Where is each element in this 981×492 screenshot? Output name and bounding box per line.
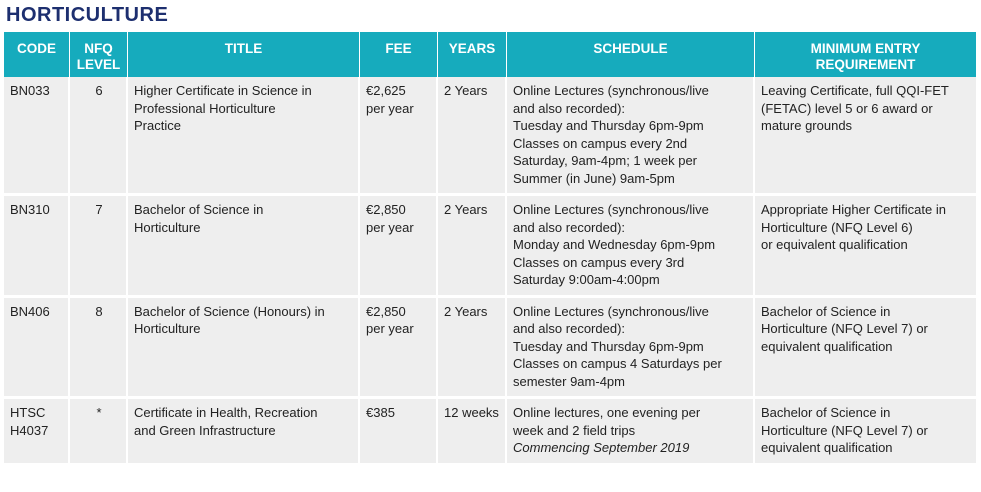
cell-code: BN033 <box>4 77 70 196</box>
cell-fee: €385 <box>360 399 438 466</box>
schedule-note: Commencing September 2019 <box>513 440 690 455</box>
cell-nfq: 8 <box>70 298 128 400</box>
cell-fee: €2,850 per year <box>360 298 438 400</box>
cell-years: 2 Years <box>438 196 507 298</box>
header-schedule: SCHEDULE <box>507 32 755 77</box>
cell-title: Bachelor of Science (Honours) in Horticulture <box>128 298 360 400</box>
cell-nfq: 7 <box>70 196 128 298</box>
cell-code: BN406 <box>4 298 70 400</box>
header-fee: FEE <box>360 32 438 77</box>
cell-years: 12 weeks <box>438 399 507 466</box>
header-code: CODE <box>4 32 70 77</box>
cell-entry: Bachelor of Science in Horticulture (NFQ Level 7) or equivalent qualification <box>755 399 976 466</box>
table-row <box>4 77 976 196</box>
cell-entry: Appropriate Higher Certificate in Horticulture (NFQ Level 6) or equivalent qualification <box>755 196 976 298</box>
cell-fee: €2,625 per year <box>360 77 438 196</box>
cell-title: Higher Certificate in Science in Professional Horticulture Practice <box>128 77 360 196</box>
table-row <box>4 196 976 298</box>
cell-schedule: Online lectures, one evening per week and 2 field trips Commencing September 2019 <box>507 399 755 466</box>
section-title: HORTICULTURE <box>6 4 169 26</box>
cell-years: 2 Years <box>438 298 507 400</box>
cell-schedule: Online Lectures (synchronous/live and also recorded): Monday and Wednesday 6pm-9pm Classes on campus every 3rd Saturday 9:00am-4:00pm <box>507 196 755 298</box>
cell-entry: Bachelor of Science in Horticulture (NFQ Level 7) or equivalent qualification <box>755 298 976 400</box>
header-title: TITLE <box>128 32 360 77</box>
cell-entry: Leaving Certificate, full QQI-FET (FETAC) level 5 or 6 award or mature grounds <box>755 77 976 196</box>
header-nfq-level: NFQ LEVEL <box>70 32 128 77</box>
cell-code: HTSC H4037 <box>4 399 70 466</box>
cell-years: 2 Years <box>438 77 507 196</box>
table-row <box>4 298 976 400</box>
cell-title: Certificate in Health, Recreation and Green Infrastructure <box>128 399 360 466</box>
cell-code: BN310 <box>4 196 70 298</box>
courses-table <box>4 32 976 466</box>
cell-nfq: 6 <box>70 77 128 196</box>
table-header-row <box>4 32 976 77</box>
table-row <box>4 399 976 466</box>
cell-nfq: * <box>70 399 128 466</box>
cell-schedule: Online Lectures (synchronous/live and also recorded): Tuesday and Thursday 6pm-9pm Classes on campus every 2nd Saturday, 9am-4pm; 1 week per Summer (in June) 9am-5pm <box>507 77 755 196</box>
header-years: YEARS <box>438 32 507 77</box>
cell-title: Bachelor of Science in Horticulture <box>128 196 360 298</box>
cell-fee: €2,850 per year <box>360 196 438 298</box>
header-entry-requirement: MINIMUM ENTRY REQUIREMENT <box>755 32 976 77</box>
cell-schedule: Online Lectures (synchronous/live and also recorded): Tuesday and Thursday 6pm-9pm Classes on campus 4 Saturdays per semester 9am-4pm <box>507 298 755 400</box>
